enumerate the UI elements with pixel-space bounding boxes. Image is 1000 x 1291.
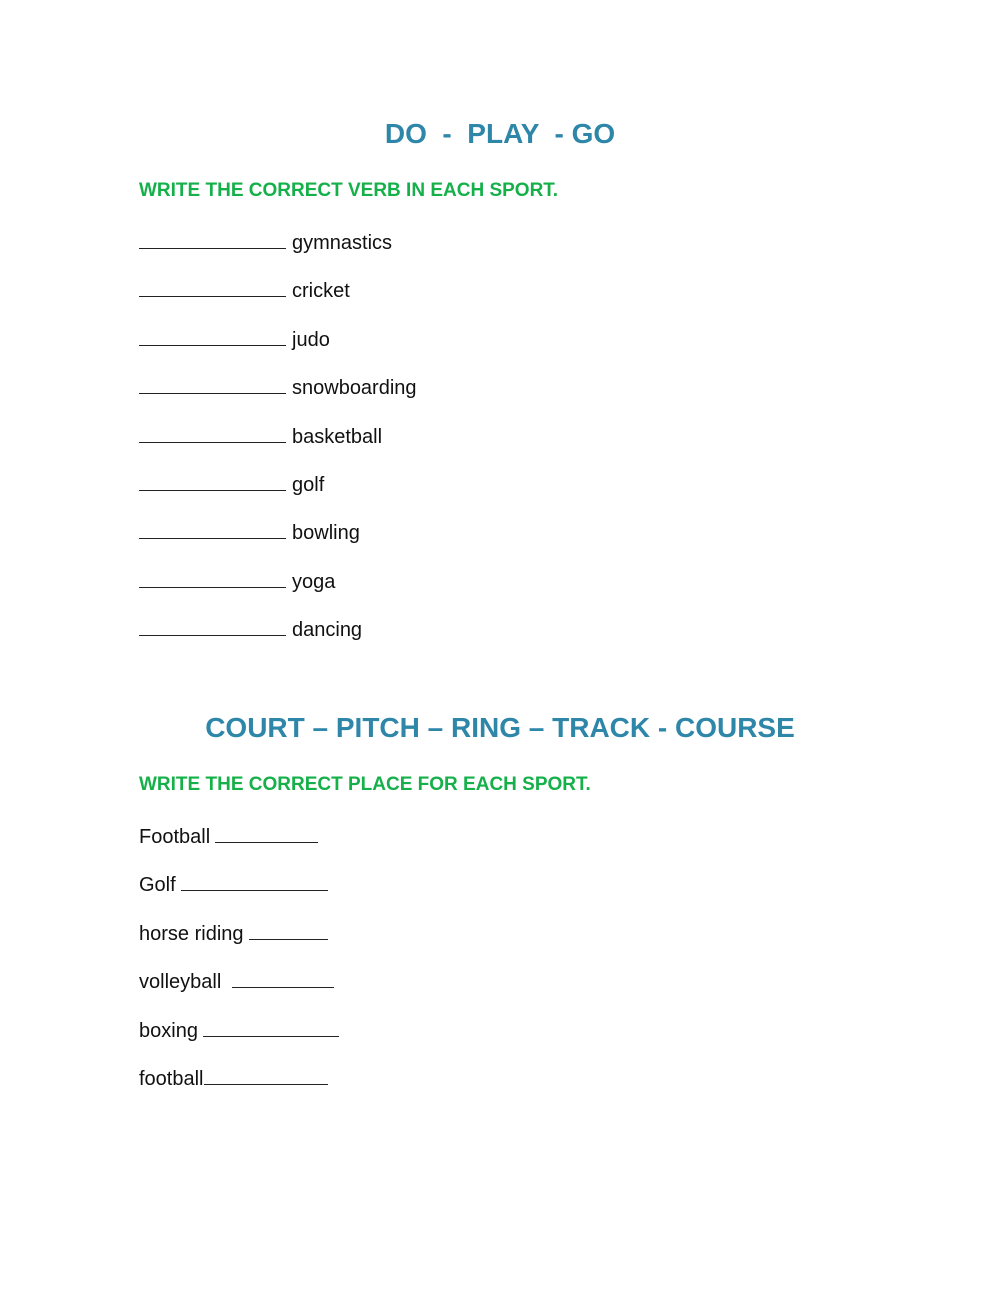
sport-word: horse riding — [139, 922, 244, 945]
sport-word: dancing — [292, 619, 363, 642]
section-2-instruction: WRITE THE CORRECT PLACE FOR EACH SPORT. — [139, 774, 591, 795]
verb-exercise-item — [139, 615, 417, 663]
section-2-title: COURT – PITCH – RING – TRACK - COURSE — [205, 712, 795, 743]
sport-word: gymnastics — [292, 232, 393, 254]
answer-blank[interactable] — [203, 1016, 339, 1037]
sport-word: Golf — [139, 874, 176, 897]
answer-blank[interactable] — [139, 615, 286, 636]
place-exercise-list — [139, 822, 339, 1112]
verb-exercise-item — [139, 470, 417, 518]
sport-word: golf — [292, 473, 325, 496]
answer-blank[interactable] — [139, 470, 286, 491]
sport-word: football — [139, 1067, 204, 1090]
place-exercise-item — [139, 822, 339, 870]
verb-exercise-list — [139, 228, 417, 664]
verb-exercise-item — [139, 518, 417, 566]
answer-blank[interactable] — [139, 228, 286, 249]
answer-blank[interactable] — [181, 870, 328, 891]
sport-word: basketball — [292, 425, 383, 448]
verb-exercise-item — [139, 325, 417, 373]
answer-blank[interactable] — [139, 373, 286, 394]
verb-exercise-item — [139, 276, 417, 324]
answer-blank[interactable] — [139, 518, 286, 539]
answer-blank[interactable] — [139, 276, 286, 297]
place-exercise-item — [139, 870, 339, 918]
verb-exercise-item — [139, 567, 417, 615]
section-1-instruction: WRITE THE CORRECT VERB IN EACH SPORT. — [139, 180, 559, 201]
sport-word: bowling — [292, 522, 360, 545]
sport-word: snowboarding — [292, 377, 417, 400]
place-exercise-item — [139, 967, 339, 1015]
answer-blank[interactable] — [139, 325, 286, 346]
sport-word: judo — [292, 328, 330, 351]
answer-blank[interactable] — [139, 567, 286, 588]
answer-blank[interactable] — [249, 919, 328, 940]
answer-blank[interactable] — [215, 822, 318, 843]
verb-exercise-item — [139, 228, 417, 276]
place-exercise-item — [139, 1016, 339, 1064]
sport-word: Football — [139, 826, 211, 848]
section-1-title: DO - PLAY - GO — [384, 118, 616, 149]
sport-word: volleyball — [139, 971, 227, 994]
sport-word: cricket — [292, 280, 350, 303]
answer-blank[interactable] — [232, 967, 334, 988]
sport-word: boxing — [139, 1019, 198, 1042]
verb-exercise-item — [139, 373, 417, 421]
sport-word: yoga — [292, 570, 336, 593]
verb-exercise-item — [139, 422, 417, 470]
answer-blank[interactable] — [139, 422, 286, 443]
place-exercise-item — [139, 919, 339, 967]
place-exercise-item — [139, 1064, 339, 1112]
answer-blank[interactable] — [204, 1064, 328, 1085]
